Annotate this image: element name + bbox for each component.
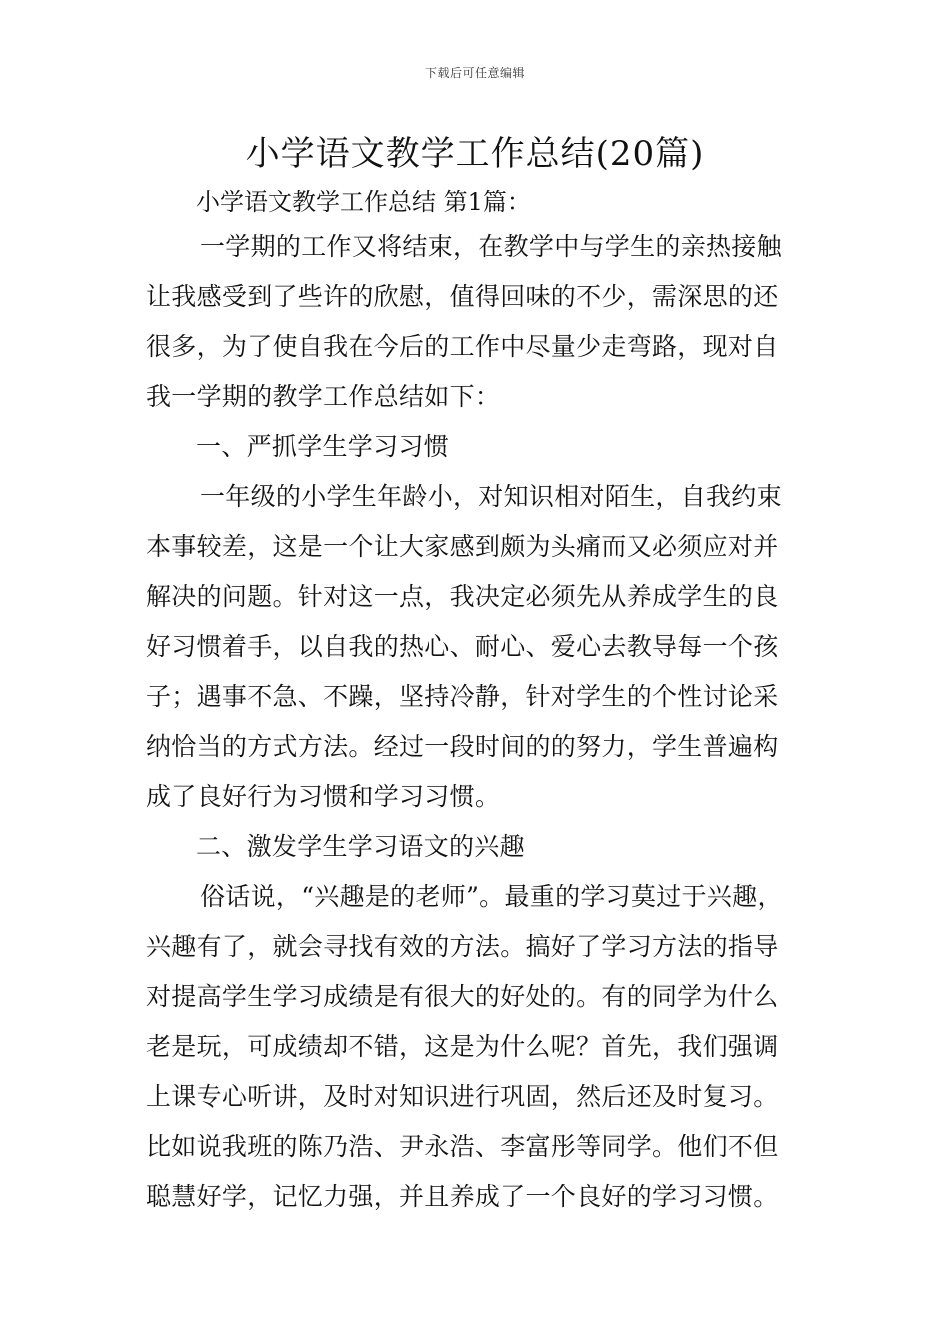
paragraph-line: 上课专心听讲，及时对知识进行巩固，然后还及时复习。: [146, 1082, 779, 1111]
paragraph-line: 解决的问题。针对这一点，我决定必须先从养成学生的良: [146, 582, 779, 611]
paragraph-line: 兴趣有了，就会寻找有效的方法。搞好了学习方法的指导: [146, 932, 779, 961]
paragraph-line: 一年级的小学生年龄小，对知识相对陌生，自我约束: [200, 482, 782, 511]
subheading-2: 二、激发学生学习语文的兴趣: [196, 832, 525, 861]
paragraph-line: 很多，为了使自我在今后的工作中尽量少走弯路，现对自: [146, 332, 779, 361]
document-title: 小学语文教学工作总结(20篇): [245, 134, 705, 174]
paragraph-line: 俗话说，“兴趣是的老师”。最重的学习莫过于兴趣，: [200, 882, 783, 911]
document-body: [146, 222, 816, 1222]
paragraph-line: 对提高学生学习成绩是有很大的好处的。有的同学为什么: [146, 982, 779, 1011]
paragraph-line: 纳恰当的方式方法。经过一段时间的的努力，学生普遍构: [146, 732, 779, 761]
paragraph-line: 我一学期的教学工作总结如下：: [146, 382, 501, 411]
paragraph-line: 好习惯着手，以自我的热心、耐心、爱心去教导每一个孩: [146, 632, 779, 661]
subheading-1: 一、严抓学生学习习惯: [196, 432, 450, 461]
paragraph-line: 子；遇事不急、不躁，坚持冷静，针对学生的个性讨论采: [146, 682, 779, 711]
paragraph-line: 比如说我班的陈乃浩、尹永浩、李富彤等同学。他们不但: [146, 1132, 779, 1161]
paragraph-line: 一学期的工作又将结束，在教学中与学生的亲热接触: [200, 232, 782, 261]
paragraph-line: 本事较差，这是一个让大家感到颇为头痛而又必须应对并: [146, 532, 779, 561]
paragraph-line: 老是玩，可成绩却不错，这是为什么呢？首先，我们强调: [146, 1032, 779, 1061]
paragraph-line: 聪慧好学，记忆力强，并且养成了一个良好的学习习惯。: [146, 1182, 779, 1211]
header-note: 下载后可任意编辑: [424, 66, 525, 80]
paragraph-line: 成了良好行为习惯和学习习惯。: [146, 782, 501, 811]
section-heading: 小学语文教学工作总结 第1篇：: [196, 188, 531, 216]
paragraph-line: 让我感受到了些许的欣慰，值得回味的不少，需深思的还: [146, 282, 779, 311]
